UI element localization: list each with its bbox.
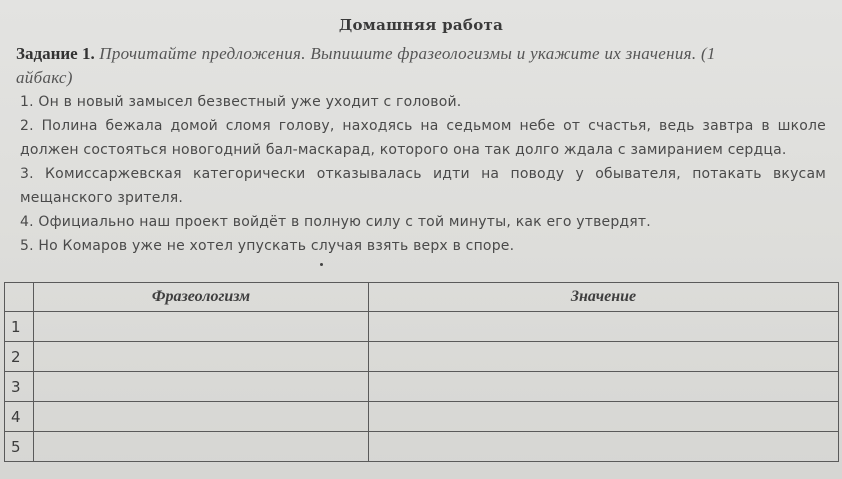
table-row — [5, 402, 839, 432]
header-meaning: Значение — [369, 283, 839, 312]
answer-table — [4, 282, 839, 462]
sentence-2-line-1: 2. Полина бежала домой сломя голову, находясь на седьмом небе от счастья, ведь завтра в школе — [20, 118, 826, 134]
row-number: 5 — [5, 432, 34, 462]
meaning-cell[interactable] — [369, 312, 839, 342]
task-line-1 — [16, 42, 828, 66]
sentence-4: 4. Официально наш проект войдёт в полную силу с той минуты, как его утвердят. — [20, 214, 651, 230]
header-number — [5, 283, 34, 312]
phrase-cell[interactable] — [34, 432, 369, 462]
page-title: Домашняя работа — [338, 16, 504, 34]
sentence-3-line-2: мещанского зрителя. — [20, 190, 184, 206]
sentence-5: 5. Но Комаров уже не хотел упускать случая взять верх в споре. — [20, 238, 515, 254]
meaning-cell[interactable] — [369, 372, 839, 402]
sentence-2-line-2: должен состояться новогодний бал-маскарад, которого она так долго ждала с замиранием сердца. — [20, 142, 787, 158]
phrase-cell[interactable] — [34, 372, 369, 402]
table-row — [5, 432, 839, 462]
task-instruction — [16, 42, 828, 90]
sentence-3-line-1: 3. Комиссаржевская категорически отказывалась идти на поводу у обывателя, потакать вкусам — [20, 166, 826, 182]
table-row — [5, 372, 839, 402]
task-line-2 — [16, 66, 828, 90]
sentence-1: 1. Он в новый замысел безвестный уже уходит с головой. — [20, 94, 462, 110]
row-number: 4 — [5, 402, 34, 432]
phrase-cell[interactable] — [34, 342, 369, 372]
row-number: 1 — [5, 312, 34, 342]
row-number: 3 — [5, 372, 34, 402]
task-text-part1: Прочитайте предложения. Выпишите фразеологизмы и укажите их значения. (1 — [94, 44, 716, 63]
task-text-part2: айбакс) — [16, 68, 73, 87]
sentence-list — [20, 90, 832, 258]
table-row — [5, 342, 839, 372]
meaning-cell[interactable] — [369, 402, 839, 432]
ink-dot — [320, 263, 323, 266]
header-phrase: Фразеологизм — [34, 283, 369, 312]
task-label: Задание 1. — [16, 44, 95, 63]
row-number: 2 — [5, 342, 34, 372]
phrase-cell[interactable] — [34, 312, 369, 342]
meaning-cell[interactable] — [369, 432, 839, 462]
phrase-cell[interactable] — [34, 402, 369, 432]
table-header-row — [5, 283, 839, 312]
meaning-cell[interactable] — [369, 342, 839, 372]
table-row — [5, 312, 839, 342]
